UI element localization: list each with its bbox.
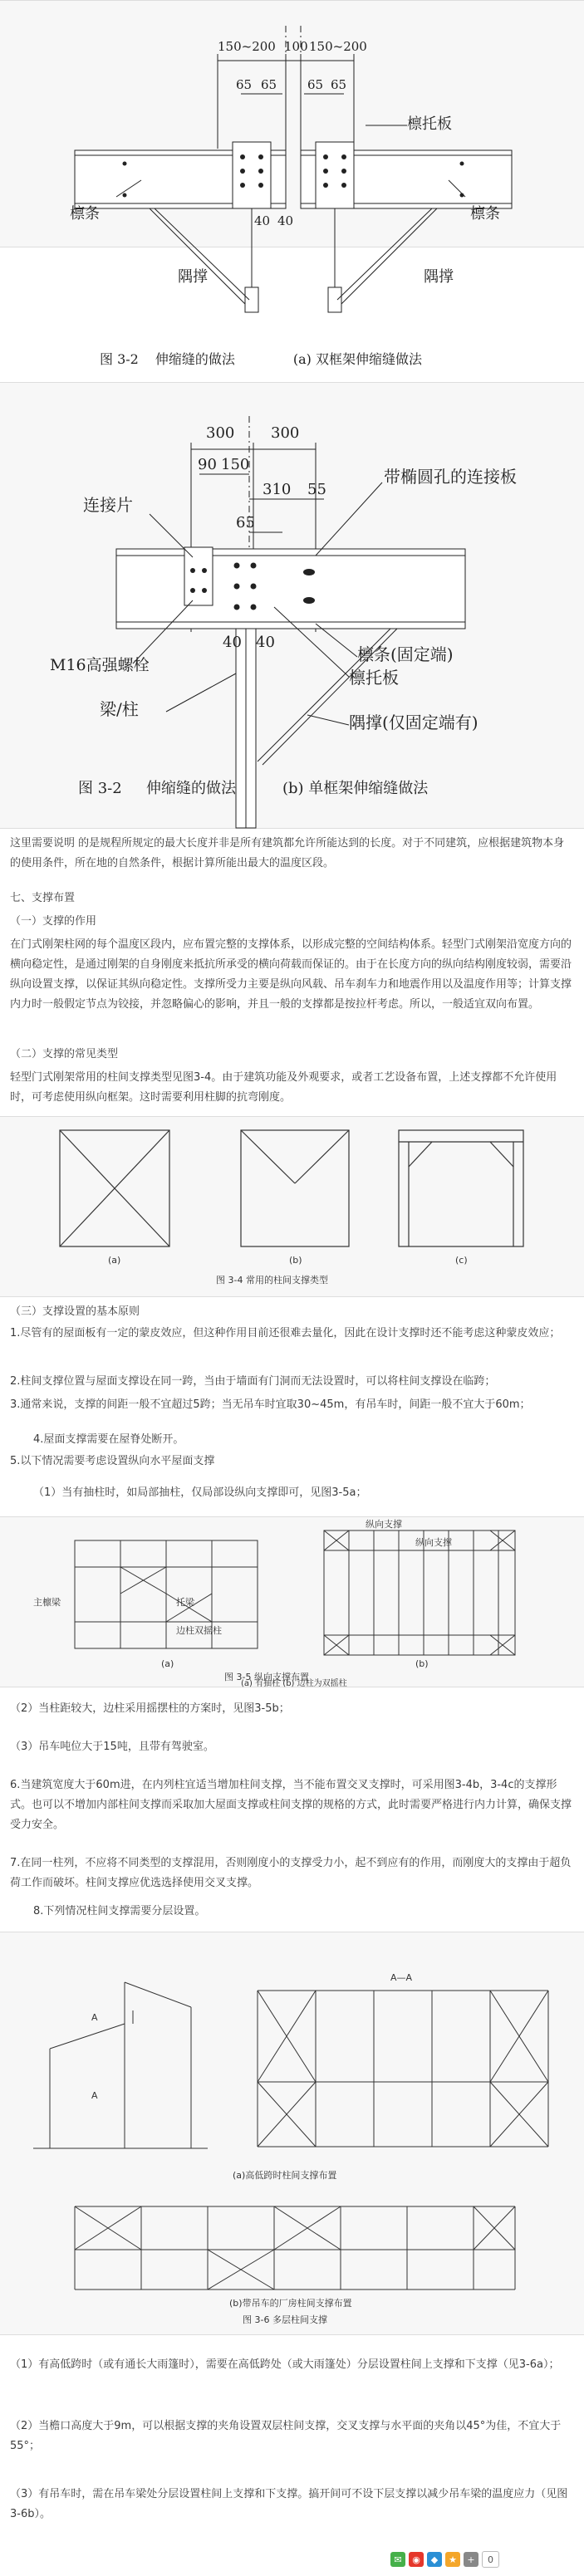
rule-5-2: （2）当柱距较大，边柱采用摇摆柱的方案时，见图3-5b； bbox=[10, 1702, 290, 1715]
fig2-caption-sub: (b) 单框架伸缩缝做法 bbox=[282, 780, 429, 797]
fig2-d310: 310 bbox=[263, 481, 292, 498]
rule-2: 2.柱间支撑位置与屋面支撑设在同一跨，当由于墙面有门洞而无法设置时，可以将柱间支撑设在临跨； bbox=[10, 1375, 496, 1388]
figure-3-2a bbox=[0, 0, 584, 286]
figure-3-5 bbox=[0, 1516, 584, 1687]
fig1-d65b: 65 bbox=[261, 77, 277, 92]
figure-3-2a-drawing bbox=[0, 1, 584, 286]
fig1-d65a: 65 bbox=[236, 77, 253, 92]
fig35-label-tie: 托梁 bbox=[176, 1597, 194, 1608]
fig36-caption-b: (b)带吊车的厂房柱间支撑布置 bbox=[229, 2298, 352, 2309]
fig35-caption: 图 3-5 纵向支撑布置 bbox=[224, 1672, 309, 1682]
fig36-caption-a: (a)高低跨时柱间支撑布置 bbox=[233, 2170, 337, 2181]
fig2-label-slot: 带椭圆孔的连接板 bbox=[384, 467, 517, 487]
weibo-icon[interactable]: ◉ bbox=[409, 2552, 424, 2567]
para-support-function: 在门式刚架柱网的每个温度区段内，应布置完整的支撑体系，以形成完整的空间结构体系。轻型门式刚架沿宽度方向的横向稳定性，是通过刚架的自身刚度来抵抗所承受的横向荷载而保证的。由于在长度方向的纵向结构刚度较弱，需要沿纵向设置支撑，以保证其纵向稳定性。支撑所受力主要是纵向风载、吊车刹车力和地震作用以及温度作用等；计算支撑内力时一般假定节点为铰接，并忽略偏心的影响，并且一般的支撑都是按拉杆考虑。所以，一般适宜双向布置。 bbox=[10, 938, 572, 1011]
fig34-label-c: (c) bbox=[455, 1255, 468, 1266]
fig34-caption: 图 3-4 常用的柱间支撑类型 bbox=[216, 1275, 328, 1286]
fig1-label-purlin-right: 檩条 bbox=[470, 205, 500, 223]
heading-support-layout: 七、支撑布置 bbox=[10, 892, 76, 904]
fig35-label-main-beam: 主檩梁 bbox=[33, 1597, 61, 1608]
rule-8: 8.下列情况柱间支撑需要分层设置。 bbox=[33, 1905, 206, 1917]
more-share-icon[interactable]: + bbox=[464, 2552, 478, 2567]
rule-5-3: （3）吊车吨位大于15吨，且带有驾驶室。 bbox=[10, 1741, 214, 1753]
share-bar bbox=[390, 2551, 499, 2568]
fig1-label-purlin-left: 檩条 bbox=[70, 205, 100, 223]
fig2-label-beam: 梁/柱 bbox=[100, 699, 139, 719]
fig1-label-bracket: 檩托板 bbox=[407, 115, 452, 133]
fig35-label-brace-b: 纵向支撑 bbox=[415, 1537, 452, 1548]
fig1-label-brace-right: 隅撑 bbox=[424, 268, 454, 286]
fig2-d55: 55 bbox=[307, 481, 326, 498]
rule-3: 3.通常来说，支撑的间距一般不宜超过5跨；当无吊车时宜取30~45m，有吊车时，间距一般不宜大于60m； bbox=[10, 1398, 531, 1411]
fig2-caption-num: 图 3-2 bbox=[78, 780, 122, 797]
fig1-d40a: 40 bbox=[254, 213, 271, 228]
fig2-label-purlin: 檩条(固定端) bbox=[357, 644, 454, 664]
fig1-caption bbox=[100, 349, 422, 368]
like-count[interactable]: 0 bbox=[482, 2551, 499, 2568]
figure-3-2b-drawing bbox=[0, 383, 584, 828]
fig1-d65c: 65 bbox=[307, 77, 324, 92]
fig36-caption: 图 3-6 多层柱间支撑 bbox=[243, 2314, 327, 2325]
rule-8-1: （1）有高低跨时（或有通长大雨篷时），需要在高低跨处（或大雨篷处）分层设置柱间上支撑和下支撑（见3-6a）； bbox=[10, 2358, 560, 2371]
fig36-label-a2: A bbox=[91, 2090, 98, 2101]
rule-8-2: （2）当檐口高度大于9m，可以根据支撑的夹角设置双层柱间支撑，交叉支撑与水平面的夹角以45°为佳，不宜大于55°； bbox=[10, 2420, 562, 2452]
heading-principles: （三）支撑设置的基本原则 bbox=[10, 1305, 140, 1318]
fig35-label-b: (b) bbox=[415, 1658, 429, 1669]
fig1-dim-mid: 100 bbox=[284, 39, 308, 54]
fig1-d65d: 65 bbox=[331, 77, 347, 92]
fig35-label-rocking: 边柱双摇柱 bbox=[176, 1625, 222, 1636]
fig1-dim-left: 150~200 bbox=[218, 39, 276, 54]
fig2-d90: 90 bbox=[198, 456, 217, 473]
rule-5: 5.以下情况需要考虑设置纵向水平屋面支撑 bbox=[10, 1455, 215, 1467]
qq-icon[interactable]: ◆ bbox=[427, 2552, 442, 2567]
heading-support-types: （二）支撑的常见类型 bbox=[10, 1048, 119, 1060]
figure-3-6 bbox=[0, 1932, 584, 2335]
fig34-label-b: (b) bbox=[289, 1255, 302, 1266]
heading-support-function: （一）支撑的作用 bbox=[10, 915, 97, 928]
fig1-dim-right: 150~200 bbox=[309, 39, 367, 54]
fig1-caption-title: 伸缩缝的做法 bbox=[155, 351, 235, 367]
fig35-label-brace-a: 纵向支撑 bbox=[366, 1519, 402, 1530]
fig2-d40a: 40 bbox=[223, 634, 242, 651]
para-max-length: 这里需要说明 的是规程所规定的最大长度并非是所有建筑都允许所能达到的长度。对于不同建筑，应根据建筑物本身的使用条件，所在地的自然条件，根据计算所能出最大的温度区段。 bbox=[10, 837, 565, 869]
fig2-d65: 65 bbox=[236, 514, 255, 531]
fig2-label-brace: 隅撑(仅固定端有) bbox=[349, 713, 478, 732]
fig35-sub: (a) 有抽柱 (b) 边柱为双摇柱 bbox=[241, 1679, 347, 1688]
figure-3-4 bbox=[0, 1116, 584, 1297]
figure-3-6-drawing bbox=[0, 1932, 584, 2334]
rule-5-1: （1）当有抽柱时，如局部抽柱，仅局部设纵向支撑即可，见图3-5a； bbox=[33, 1486, 367, 1499]
rule-7: 7.在同一柱列，不应将不同类型的支撑混用，否则刚度小的支撑受力小，起不到应有的作用，而刚度大的支撑由于超负荷工作而破坏。柱间支撑应优选选择使用交叉支撑。 bbox=[10, 1857, 572, 1889]
qzone-icon[interactable]: ★ bbox=[445, 2552, 460, 2567]
fig1-caption-sub: (a) 双框架伸缩缝做法 bbox=[292, 351, 422, 367]
rule-4: 4.屋面支撑需要在屋脊处断开。 bbox=[33, 1433, 184, 1446]
fig2-d300b: 300 bbox=[271, 424, 300, 442]
fig2-d40b: 40 bbox=[256, 634, 275, 651]
fig1-d40b: 40 bbox=[277, 213, 294, 228]
fig2-caption-title: 伸缩缝的做法 bbox=[146, 780, 236, 797]
figure-3-5-drawing bbox=[0, 1517, 584, 1687]
fig36-label-a1: A bbox=[91, 2012, 98, 2023]
wechat-icon[interactable]: ✉ bbox=[390, 2552, 405, 2567]
fig34-label-a: (a) bbox=[108, 1255, 121, 1266]
fig2-d150: 150 bbox=[221, 456, 250, 473]
rule-6: 6.当建筑宽度大于60m进，在内列柱宜适当增加柱间支撑，当不能布置交叉支撑时，可采用图3-4b，3-4c的支撑形式。也可以不增加内部柱间支撑而采取加大屋面支撑或柱间支撑的规格的方式，此时需要严格进行内力计算，确保支撑受力安全。 bbox=[10, 1779, 572, 1831]
fig36-label-aa: A—A bbox=[390, 1972, 413, 1983]
rule-1: 1.尽管有的屋面板有一定的蒙皮效应，但这种作用目前还很难去量化，因此在设计支撑时还不能考虑这种蒙皮效应； bbox=[10, 1327, 561, 1339]
fig2-d300a: 300 bbox=[206, 424, 235, 442]
fig1-label-brace-left: 隅撑 bbox=[178, 268, 208, 286]
fig1-caption-num: 图 3-2 bbox=[100, 351, 139, 367]
fig35-label-a: (a) bbox=[161, 1658, 174, 1669]
fig2-label-plate: 连接片 bbox=[83, 495, 133, 515]
fig2-label-bolt: M16高强螺栓 bbox=[50, 656, 150, 674]
para-support-types: 轻型门式刚架常用的柱间支撑类型见图3-4。由于建筑功能及外观要求，或者工艺设备布置，上述支撑都不允许使用时，可考虑使用纵向框架。这时需要利用柱脚的抗弯刚度。 bbox=[10, 1071, 557, 1104]
fig2-label-bracket: 檩托板 bbox=[349, 668, 399, 688]
rule-8-3: （3）有吊车时，需在吊车梁处分层设置柱间上支撑和下支撑。搞开间可不设下层支撑以减少吊车梁的温度应力（见图3-6b）。 bbox=[10, 2488, 568, 2520]
figure-3-2b bbox=[0, 382, 584, 829]
figure-3-4-drawing bbox=[0, 1117, 584, 1296]
